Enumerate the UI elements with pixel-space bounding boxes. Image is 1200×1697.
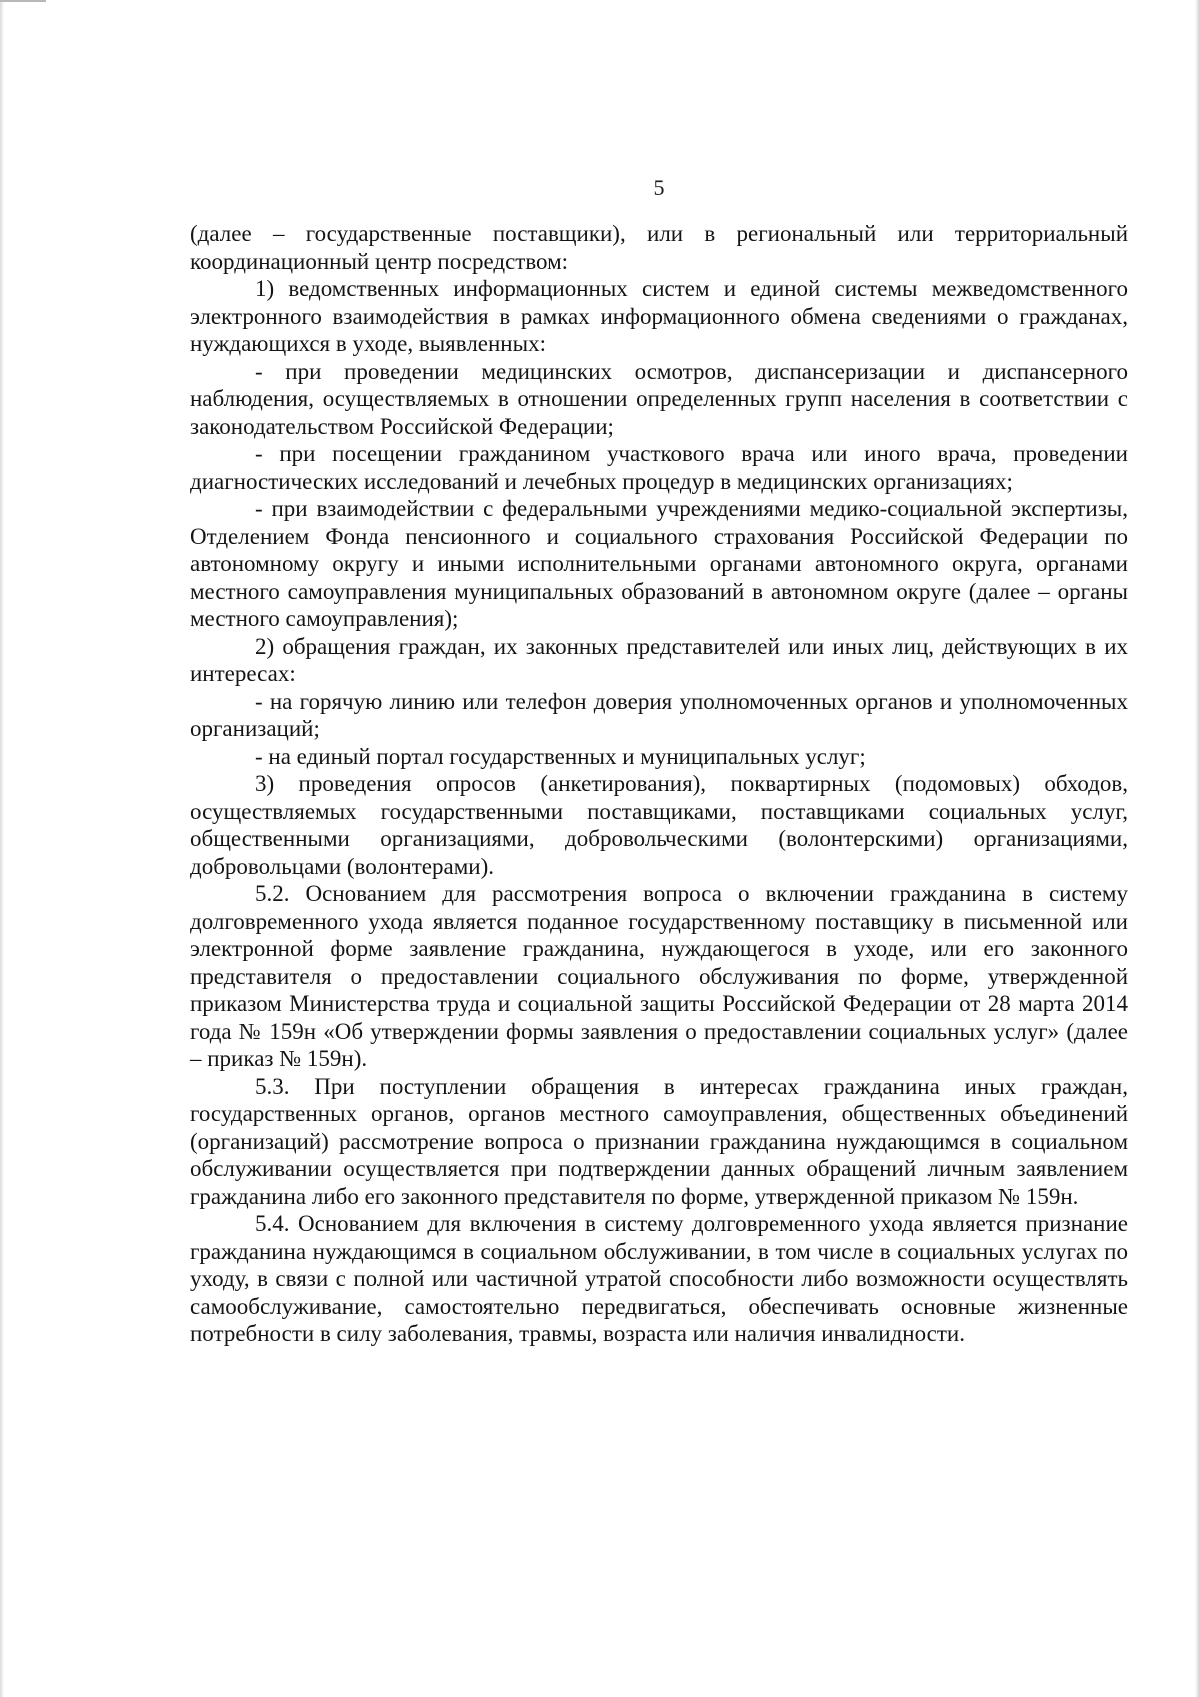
paragraph: 3) проведения опросов (анкетирования), поквартирных (подомовых) обходов, осуществляемых государственными поставщиками, поставщиками социальных услуг, общественными организациями, добровольческими (волонтерскими) организациями, добровольцами (волонтерами). xyxy=(190,771,1128,879)
paragraph: 5.4. Основанием для включения в систему долговременного ухода является признание гражданина нуждающимся в социальном обслуживании, в том числе в социальных услугах по уходу, в связи с полной или частичной утратой способности либо возможности осуществлять самообслуживание, самостоятельно передвигаться, обеспечивать основные жизненные потребности в силу заболевания, травмы, возраста или наличия инвалидности. xyxy=(190,1211,1128,1346)
page-number: 5 xyxy=(653,175,665,200)
paragraph: - при проведении медицинских осмотров, диспансеризации и диспансерного наблюдения, осуществляемых в отношении определенных групп населения в соответствии с законодательством Российской Федерации; xyxy=(190,358,1128,439)
document-body xyxy=(190,220,1128,1348)
paragraph: - при посещении гражданином участкового врача или иного врача, проведении диагностических исследований и лечебных процедур в медицинских организациях; xyxy=(190,441,1128,494)
paragraph: 2) обращения граждан, их законных представителей или иных лиц, действующих в их интересах: xyxy=(190,633,1128,686)
scan-edge-left xyxy=(0,0,4,1697)
paragraph: 5.2. Основанием для рассмотрения вопроса о включении гражданина в систему долговременного ухода является поданное государственному поставщику в письменной или электронной форме заявление гражданина, нуждающегося в уходе, или его законного представителя о предоставлении социального обслуживания по форме, утвержденной приказом Министерства труда и социальной защиты Российской Федерации от 28 марта 2014 года № 159н «Об утверждении формы заявления о предоставлении социальных услуг» (далее – приказ № 159н). xyxy=(190,881,1128,1071)
paragraph: - при взаимодействии с федеральными учреждениями медико-социальной экспертизы, Отделением Фонда пенсионного и социального страхования Российской Федерации по автономному округу и иными исполнительными органами автономного округа, органами местного самоуправления муниципальных образований в автономном округе (далее – органы местного самоуправления); xyxy=(190,496,1128,631)
scan-edge-right xyxy=(1195,0,1200,1697)
scan-corner-mark xyxy=(0,0,46,2)
paragraph: 1) ведомственных информационных систем и единой системы межведомственного электронного взаимодействия в рамках информационного обмена сведениями о гражданах, нуждающихся в уходе, выявленных: xyxy=(190,276,1128,356)
paragraph: - на единый портал государственных и муниципальных услуг; xyxy=(255,743,866,769)
paragraph: - на горячую линию или телефон доверия уполномоченных органов и уполномоченных организаций; xyxy=(190,688,1128,741)
paragraph: (далее – государственные поставщики), или в региональный или территориальный координационный центр посредством: xyxy=(190,221,1128,274)
paragraph: 5.3. При поступлении обращения в интересах гражданина иных граждан, государственных органов, органов местного самоуправления, общественных объединений (организаций) рассмотрение вопроса о признании гражданина нуждающимся в социальном обслуживании осуществляется при подтверждении данных обращений личным заявлением гражданина либо его законного представителя по форме, утвержденной приказом № 159н. xyxy=(190,1073,1128,1209)
